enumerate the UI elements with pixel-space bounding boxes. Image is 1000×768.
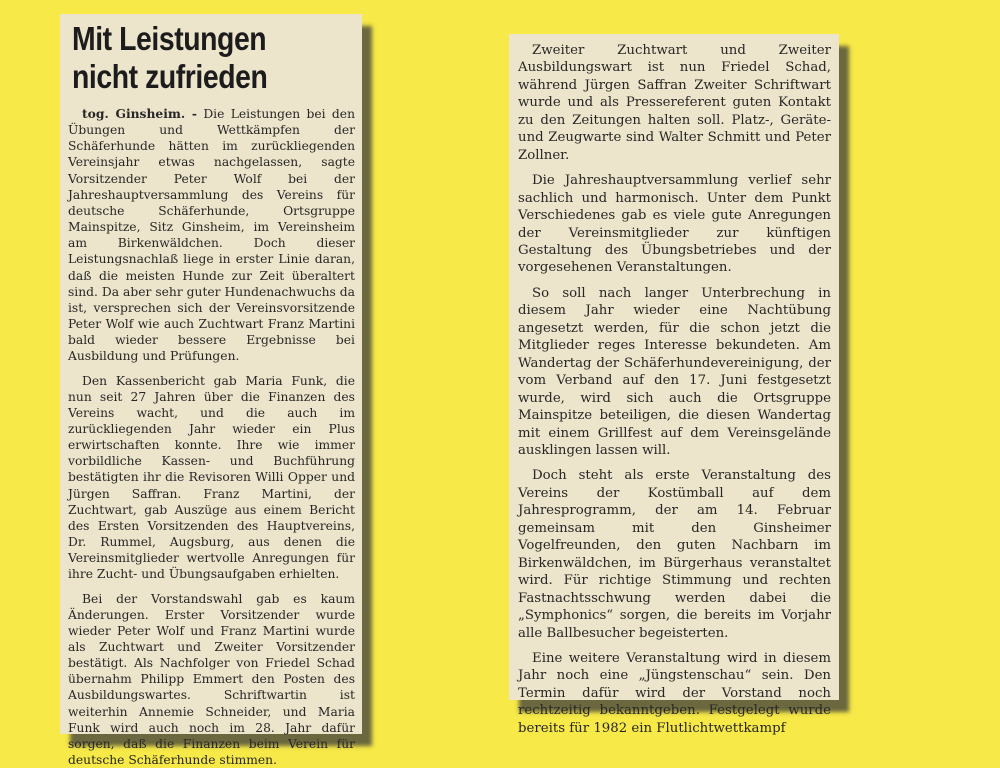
paragraph: Die Jahreshauptversammlung verlief sehr sachlich und harmonisch. Unter dem Punkt Verschiedenes gab es viele gute Anregungen der Vereinsmitglieder zur künftigen Gestaltung des Übungsbetriebes und der vorgesehenen Veranstaltungen. [518,173,831,276]
article-column-left [68,106,355,768]
headline [72,20,315,96]
paragraph: Bei der Vorstandswahl gab es kaum Änderungen. Erster Vorsitzender wurde wieder Peter Wolf und Franz Martini wurde als Zuchtwart und Zweiter Vorsitzender bestätigt. Als Nachfolger von Friedel Schad übernahm Philipp Emmert den Posten des Ausbildungswartes. Schriftwartin ist weiterhin Annemie Schneider, und Maria Funk wird auch noch im 28. Jahr dafür sorgen, daß die Finanzen beim Verein für deutsche Schäferhunde stimmen. [68,591,355,768]
paragraph: Doch steht als erste Veranstaltung des Vereins der Kostümball auf dem Jahresprogramm, der am 14. Februar gemeinsam mit den Ginsheimer Vogelfreunden, den guten Nachbarn im Birkenwäldchen, im Bürgerhaus veranstaltet wird. Für richtige Stimmung und rechten Fastnachtsschwung werden dabei die „Symphonics“ sorgen, die bereits im Vorjahr alle Ballbesucher begeisterten. [518,468,831,641]
paragraph-text: Die Leistungen bei den Übungen und Wettkämpfen der Schäferhunde hätten im zurückliegenden Vereinsjahr etwas nachgelassen, sagte Vorsitzender Peter Wolf bei der Jahreshauptversammlung des Vereins für deutsche Schäferhunde, Ortsgruppe Mainspitze, Sitz Ginsheim, im Vereinsheim am Birkenwäldchen. Doch dieser Leistungsnachlaß liege in erster Linie daran, daß die meisten Hunde zur Zeit überaltert sind. Da aber sehr guter Hundenachwuchs da ist, versprechen sich der Vereinsvorsitzende Peter Wolf wie auch Zuchtwart Franz Martini bald wieder bessere Ergebnisse bei Ausbildung und Prüfungen. [68,107,355,364]
headline-line-1: Mit Leistungen [72,20,267,57]
article-column-right [518,42,831,737]
paragraph: Zweiter Zuchtwart und Zweiter Ausbildungswart ist nun Friedel Schad, während Jürgen Saffran Zweiter Schriftwart wurde und als Pressereferent guten Kontakt zu den Zeitungen halten soll. Platz-, Geräte- und Zeugwarte sind Walter Schmitt und Peter Zollner. [518,43,831,163]
paragraph: So soll nach langer Unterbrechung in diesem Jahr wieder eine Nachtübung angesetzt werden, für die schon jetzt die Mitglieder reges Interesse bekundeten. Am Wandertag der Schäferhundevereinigung, der vom Verband auf den 17. Juni festgesetzt wurde, wird sich auch die Ortsgruppe Mainspitze beteiligen, die diesen Wandertag mit einem Grillfest auf dem Vereinsgelände ausklingen lassen will. [518,285,831,458]
paragraph [68,106,355,365]
newspaper-clipping-right [509,34,839,736]
paragraph: Eine weitere Veranstaltung wird in diesem Jahr noch eine „Jüngstenschau“ sein. Den Termin dafür wird der Vorstand noch rechtzeitig bekanntgeben. Festgelegt wurde bereits für 1982 ein Flutlichtwettkampf [518,650,831,736]
headline-line-2: nicht zufrieden [72,58,268,95]
newspaper-clipping-left [60,14,362,768]
paragraph: Den Kassenbericht gab Maria Funk, die nun seit 27 Jahren über die Finanzen des Vereins wacht, und die auch im zurückliegenden Jahr wieder ein Plus erwirtschaften konnte. Ihre wie immer vorbildliche Kassen- und Buchführung bestätigten ihr die Revisoren Willi Opper und Jürgen Saffran. Franz Martini, der Zuchtwart, gab Auszüge aus einem Bericht des Ersten Vorsitzenden des Hauptvereins, Dr. Rummel, Augsburg, aus denen die Vereinsmitglieder wertvolle Anregungen für ihre Zucht- und Übungsaufgaben erhielten. [68,373,355,582]
dateline: tog. Ginsheim. - [82,106,197,121]
